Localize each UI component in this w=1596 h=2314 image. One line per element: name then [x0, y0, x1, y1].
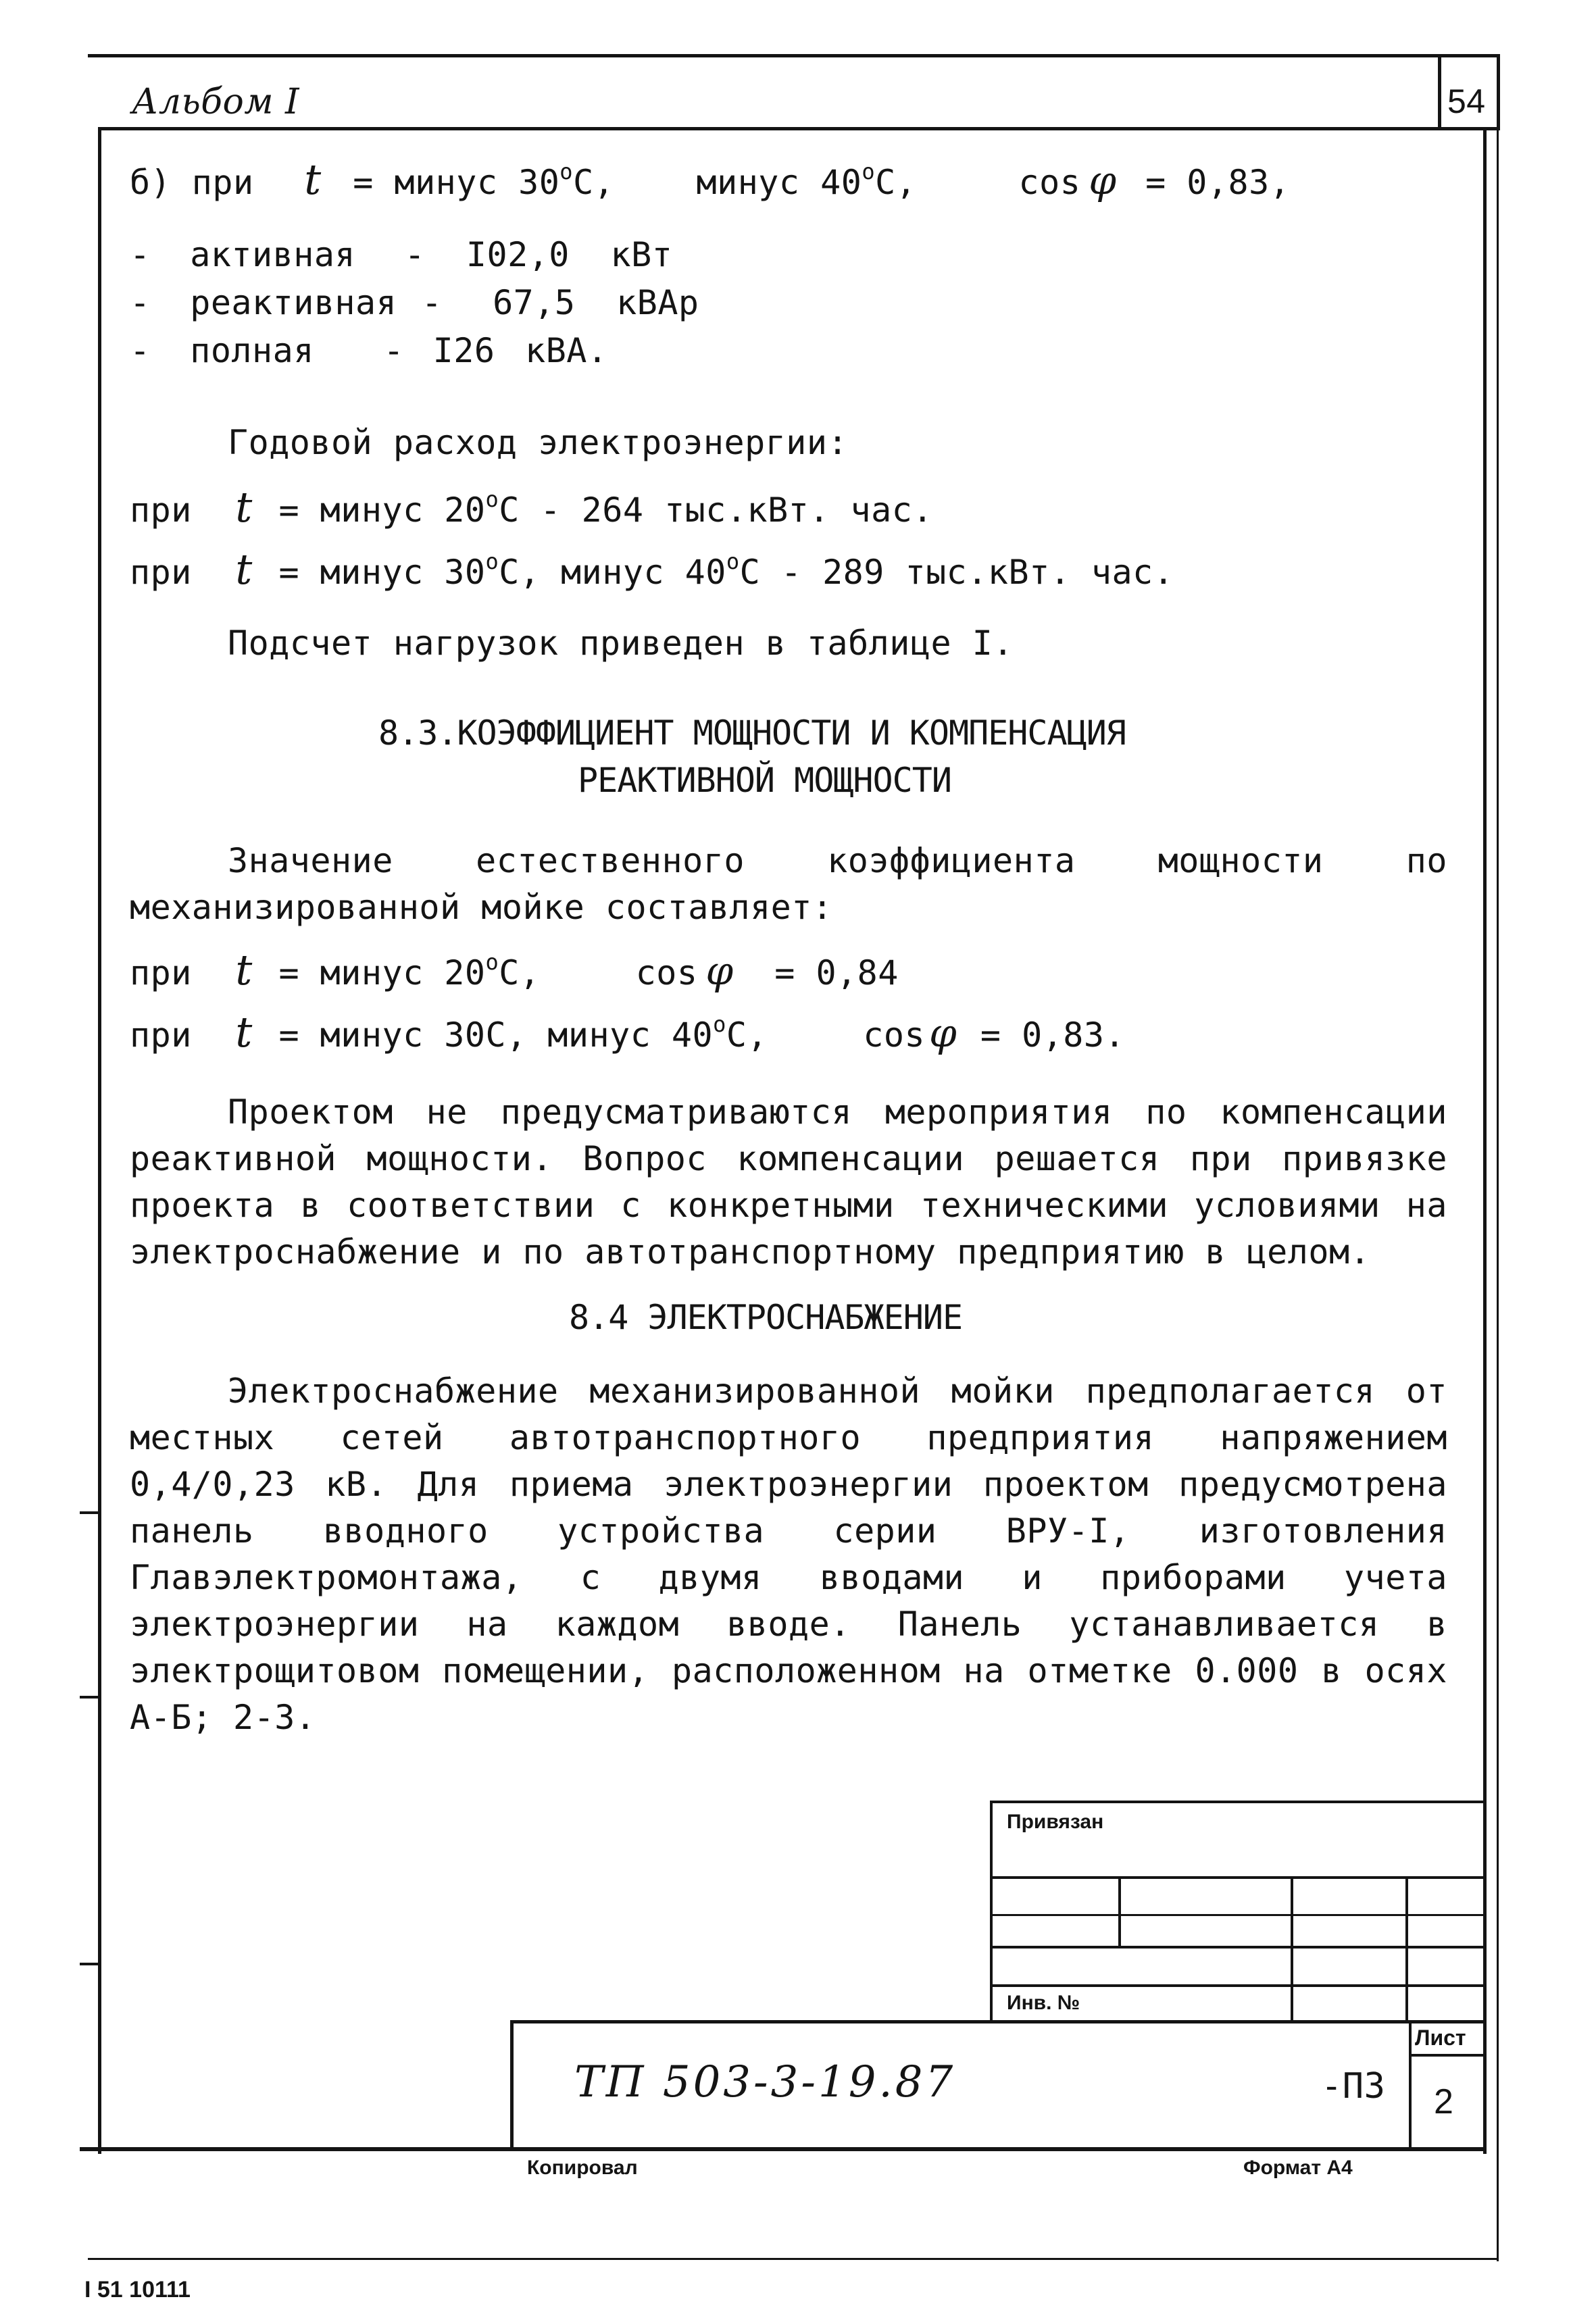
cos-line-2: при t = минус 30С, минус $40^оС$, cos φ = 0,83.: [130, 1007, 1126, 1057]
frame-bottom: [80, 2147, 1487, 2151]
t-symbol: t: [235, 945, 253, 995]
phi-symbol: φ: [929, 1010, 957, 1056]
stamp-main-left: [510, 2020, 514, 2150]
footer-number: I 51 10111: [84, 2277, 191, 2303]
sheet-box-right: [1497, 55, 1500, 130]
sheet-number: 54: [1447, 82, 1486, 120]
format-label: Формат А4: [1243, 2157, 1353, 2179]
doc-code: -ПЗ: [1321, 2066, 1386, 2107]
power-full: - полная - I26 кВА.: [130, 331, 608, 370]
phi-symbol: φ: [705, 948, 734, 994]
stamp-main-top: [510, 2020, 1487, 2023]
margin-tick: [80, 1696, 100, 1699]
section-83-paragraph: Проектом не предусматриваются мероприятия по компенсации реактивной мощности. Вопрос компенсации решается при привязке проекта в соответствии с конкретными техническими условиями на электроснабжение и по автотранспортному предприятию в целом.: [130, 1092, 1447, 1272]
condition-line-b: б) при t = минус $30^оС$, минус $40^оС$, cos φ = 0,83,: [130, 155, 1291, 204]
stamp-col-3: [1405, 1876, 1408, 2020]
cos-line-1: при t = минус $20^оС$, cos φ = 0,84: [130, 945, 899, 995]
top-rule: [88, 54, 1500, 57]
t-symbol: t: [235, 1007, 253, 1057]
stamp-sheet-col: [1409, 2020, 1412, 2150]
t-symbol: t: [304, 155, 322, 204]
load-calc-note: Подсчет нагрузок приведен в таблице I.: [228, 624, 1014, 663]
margin-tick: [80, 1963, 100, 1965]
sheet-box-left: [1438, 55, 1441, 130]
sheet-value: 2: [1434, 2082, 1454, 2121]
section-83-heading-1: 8.3.КОЭФФИЦИЕНТ МОЩНОСТИ И КОМПЕНСАЦИЯ: [378, 713, 1126, 753]
stamp-row-2: [990, 1914, 1487, 1916]
project-code: ТП 503-3-19.87: [574, 2057, 956, 2107]
outer-right-edge: [1497, 130, 1499, 2261]
phi-symbol: φ: [1089, 157, 1117, 203]
stamp-col-1: [1118, 1876, 1121, 1947]
section-84-heading: 8.4 ЭЛЕКТРОСНАБЖЕНИЕ: [569, 1298, 963, 1337]
header-rule: [98, 127, 1500, 130]
stamp-row-1: [990, 1876, 1487, 1879]
margin-tick: [80, 1511, 100, 1514]
stamp-col-2: [1291, 1876, 1293, 2020]
bound-label: Привязан: [1007, 1811, 1104, 1833]
frame-left: [98, 127, 101, 2154]
annual-line-1: при t = минус $20^оС - 264$ тыс.кВт. час.: [130, 482, 933, 532]
frame-right: [1483, 127, 1487, 2154]
section-83-intro: Значение естественного коэффициента мощности по механизированной мойке составляет:: [130, 841, 1447, 927]
annual-line-2: при t = минус $30^оС$, минус $40^оС - 289$ тыс.кВт. час.: [130, 545, 1174, 594]
stamp-row-4: [990, 1984, 1487, 1987]
stamp-bound-left: [990, 1801, 993, 2020]
power-reactive: - реактивная - 67,5 кВАр: [130, 283, 699, 322]
stamp-row-3: [990, 1946, 1487, 1948]
section-84-paragraph: Электроснабжение механизированной мойки предполагается от местных сетей автотранспортного предприятия напряжением 0,4/0,23 кВ. Для приема электроэнергии проектом предусмотрена панель вводного устройства серии ВРУ-I, изготовления Главэлектромонтажа, с двумя вводами и приборами учета электроэнергии на каждом вводе. Панель устанавливается в электрощитовом помещении, расположенном на отметке 0.000 в осях А-Б; 2-3.: [130, 1372, 1447, 1737]
t-symbol: t: [235, 482, 253, 532]
annual-title: Годовой расход электроэнергии:: [228, 423, 849, 462]
sheet-label: Лист: [1415, 2026, 1466, 2050]
t-symbol: t: [235, 545, 253, 594]
section-83-heading-2: РЕАКТИВНОЙ МОЩНОСТИ: [578, 761, 951, 800]
album-label: Альбом I: [132, 82, 300, 122]
stamp-sheet-row: [1409, 2054, 1487, 2057]
inv-label: Инв. №: [1007, 1992, 1080, 2014]
copied-label: Копировал: [527, 2157, 638, 2179]
stamp-bound-top: [990, 1801, 1487, 1803]
power-active: - активная - I02,0 кВт: [130, 235, 673, 274]
outer-bottom-edge: [88, 2258, 1499, 2260]
